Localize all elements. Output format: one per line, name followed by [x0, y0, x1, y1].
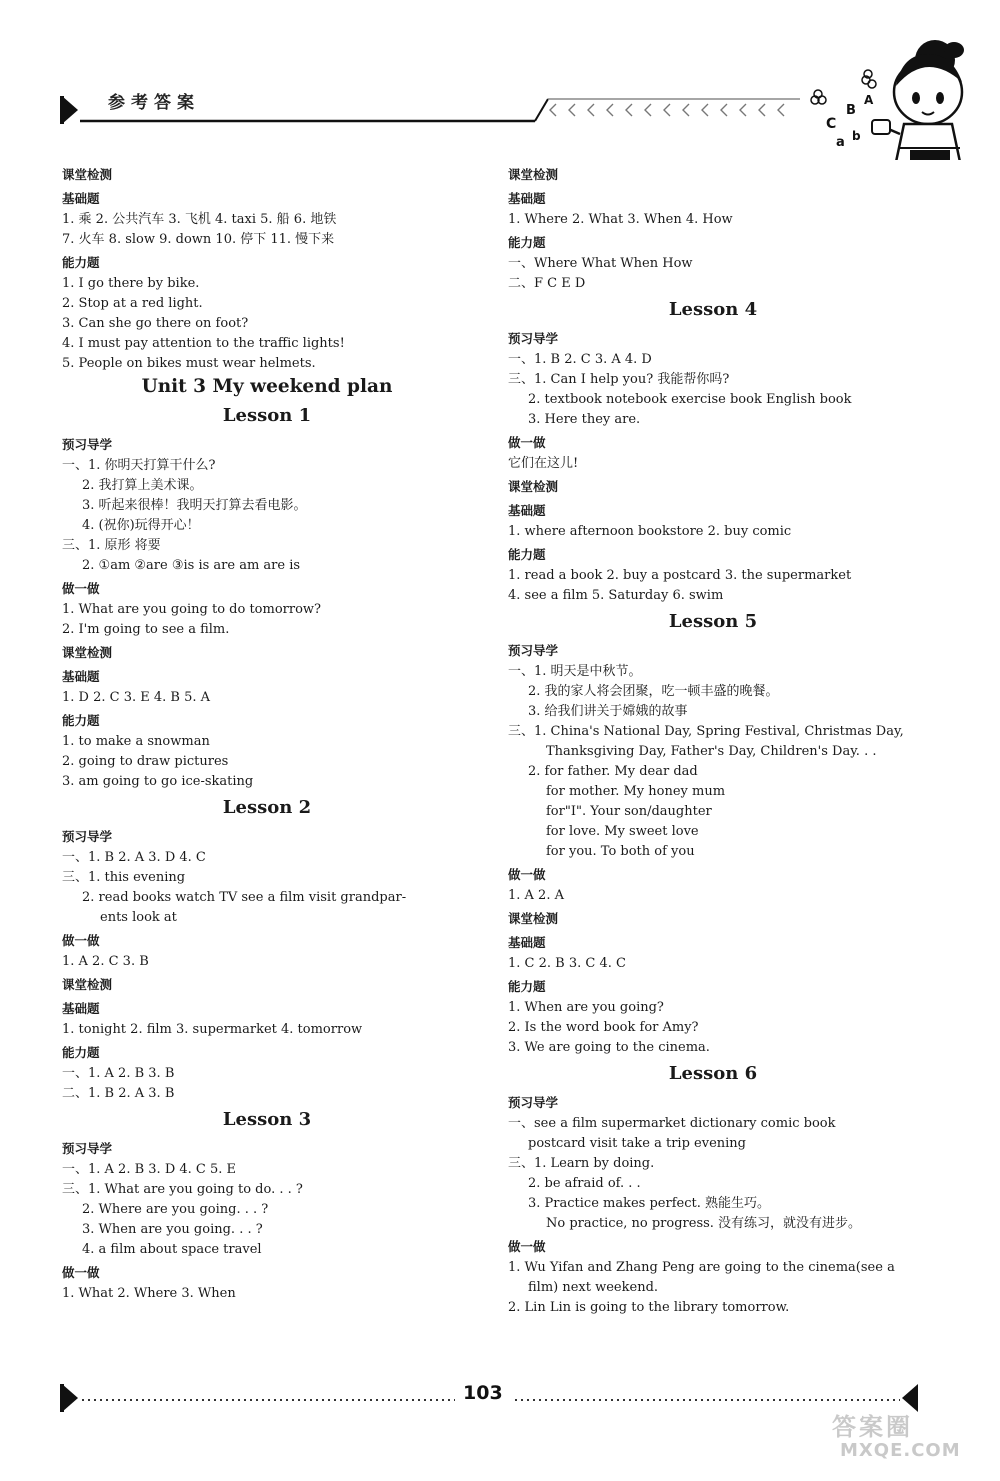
section-heading: 预习导学: [508, 331, 559, 346]
answer-line: 一、Where What When How: [508, 256, 693, 271]
answer-line: 4. (祝你)玩得开心！: [82, 518, 200, 533]
answer-line: 2. ①am ②are ③is is are am are is: [82, 558, 301, 573]
answer-line: 1. What 2. Where 3. When: [62, 1286, 236, 1301]
svg-text:A: A: [864, 93, 874, 107]
section-heading: 做一做: [62, 1265, 100, 1280]
answer-line: 1. 乘 2. 公共汽车 3. 飞机 4. taxi 5. 船 6. 地铁: [62, 212, 337, 227]
answer-line: for you. To both of you: [546, 844, 695, 859]
answer-line: 2. textbook notebook exercise book English book: [528, 392, 852, 407]
answer-line: 1. to make a snowman: [62, 734, 210, 749]
section-heading: 基础题: [508, 935, 546, 950]
section-heading: 课堂检测: [62, 645, 113, 660]
section-heading: 基础题: [62, 669, 100, 684]
unit-title: Unit 3 My weekend plan: [141, 376, 393, 397]
answer-line: 3. am going to go ice-skating: [62, 774, 254, 789]
answer-line: 2. 我的家人将会团聚，吃一顿丰盛的晚餐。: [528, 684, 779, 699]
answer-line: 1. I go there by bike.: [62, 276, 200, 291]
section-heading: 课堂检测: [62, 977, 113, 992]
answer-line: 4. see a film 5. Saturday 6. swim: [508, 588, 724, 603]
answer-line: 三、1. Can I help you? 我能帮你吗?: [508, 372, 730, 387]
answer-line: 1. Where 2. What 3. When 4. How: [508, 212, 733, 227]
answer-line: 2. for father. My dear dad: [528, 764, 698, 779]
watermark-url: MXQE.COM: [840, 1440, 961, 1461]
answer-line: 3. When are you going. . . ?: [82, 1222, 263, 1237]
answer-line: 2. I'm going to see a film.: [62, 622, 230, 637]
answer-line: postcard visit take a trip evening: [528, 1136, 746, 1151]
answer-line: 三、1. this evening: [62, 870, 186, 885]
section-heading: 能力题: [508, 979, 546, 994]
section-heading: 做一做: [508, 1239, 546, 1254]
header-decoration: [0, 0, 1000, 160]
section-heading: 能力题: [508, 235, 546, 250]
section-heading: 基础题: [62, 1001, 100, 1016]
lesson-title: Lesson 1: [222, 405, 312, 426]
answer-line: 7. 火车 8. slow 9. down 10. 停下 11. 慢下来: [62, 232, 335, 247]
answer-line: 二、F C E D: [508, 276, 586, 291]
answer-line: 一、1. 你明天打算干什么?: [62, 458, 216, 473]
answer-line: 1. tonight 2. film 3. supermarket 4. tomorrow: [62, 1022, 363, 1037]
answer-line: 它们在这儿!: [508, 456, 579, 471]
section-heading: 做一做: [62, 933, 100, 948]
answer-line: 3. Practice makes perfect. 熟能生巧。: [528, 1196, 770, 1211]
abc-decoration-icon: [826, 93, 874, 150]
section-heading: 能力题: [508, 547, 546, 562]
svg-text:B: B: [846, 103, 856, 118]
watermark-logo: 答案圈: [832, 1413, 913, 1441]
section-heading: 能力题: [62, 713, 100, 728]
svg-text:a: a: [836, 135, 845, 150]
answer-line: 1. A 2. A: [508, 888, 564, 903]
answer-line: 2. Stop at a red light.: [62, 296, 203, 311]
answer-line: film) next weekend.: [528, 1280, 659, 1295]
answer-line: No practice, no progress. 没有练习，就没有进步。: [546, 1216, 862, 1231]
answer-line: 1. When are you going?: [508, 1000, 664, 1015]
answer-line: Thanksgiving Day, Father's Day, Children's Day. . .: [546, 744, 877, 759]
answer-line: 2. Lin Lin is going to the library tomorrow.: [508, 1300, 790, 1315]
answer-line: 2. be afraid of. . .: [528, 1176, 641, 1191]
section-heading: 能力题: [62, 1045, 100, 1060]
answer-line: for"I". Your son/daughter: [546, 804, 712, 819]
section-heading: 做一做: [508, 867, 546, 882]
section-heading: 课堂检测: [508, 479, 559, 494]
section-heading: 基础题: [508, 503, 546, 518]
answer-line: 3. We are going to the cinema.: [508, 1040, 710, 1055]
answer-line: 1. What are you going to do tomorrow?: [62, 602, 321, 617]
section-heading: 课堂检测: [62, 167, 113, 182]
answer-line: 2. going to draw pictures: [62, 754, 229, 769]
section-heading: 做一做: [508, 435, 546, 450]
answer-line: 4. I must pay attention to the traffic lights!: [62, 336, 345, 351]
answer-line: 二、1. B 2. A 3. B: [62, 1086, 175, 1101]
answer-line: 一、see a film supermarket dictionary comic book: [508, 1116, 836, 1131]
answer-line: 3. Can she go there on foot?: [62, 316, 249, 331]
answer-line: 4. a film about space travel: [82, 1242, 262, 1257]
lesson-title: Lesson 3: [222, 1109, 312, 1130]
answer-line: for mother. My honey mum: [546, 784, 726, 799]
section-heading: 预习导学: [62, 1141, 113, 1156]
answer-line: 3. 给我们讲关于嫦娥的故事: [528, 704, 688, 719]
answer-line: 三、1. Learn by doing.: [508, 1156, 655, 1171]
answer-line: ents look at: [100, 910, 177, 925]
section-heading: 预习导学: [508, 1095, 559, 1110]
answer-line: 2. 我打算上美术课。: [82, 478, 203, 493]
section-heading: 基础题: [508, 191, 546, 206]
section-heading: 能力题: [62, 255, 100, 270]
svg-text:C: C: [826, 116, 837, 132]
answer-line: 1. A 2. C 3. B: [62, 954, 149, 969]
lesson-title: Lesson 4: [668, 299, 758, 320]
header-title: 参考答案: [108, 93, 200, 113]
answer-line: 三、1. What are you going to do. . . ?: [62, 1182, 303, 1197]
section-heading: 课堂检测: [508, 911, 559, 926]
section-heading: 预习导学: [508, 643, 559, 658]
section-heading: 做一做: [62, 581, 100, 596]
answer-line: 一、1. B 2. A 3. D 4. C: [62, 850, 206, 865]
lesson-title: Lesson 2: [222, 797, 312, 818]
cartoon-girl-icon: [872, 40, 964, 160]
svg-text:b: b: [852, 129, 861, 143]
answer-line: 2. read books watch TV see a film visit grandpar-: [82, 890, 407, 905]
answer-line: 一、1. A 2. B 3. D 4. C 5. E: [62, 1162, 237, 1177]
answer-line: 1. where afternoon bookstore 2. buy comic: [508, 524, 792, 539]
page-header: [0, 0, 1000, 160]
left-column: [62, 162, 482, 1304]
section-heading: 基础题: [62, 191, 100, 206]
page-number: 103: [463, 1382, 503, 1404]
answer-line: 5. People on bikes must wear helmets.: [62, 356, 316, 371]
answer-line: 三、1. China's National Day, Spring Festival, Christmas Day,: [508, 724, 904, 739]
answer-line: 3. Here they are.: [528, 412, 641, 427]
answer-line: 一、1. 明天是中秋节。: [508, 664, 642, 679]
answer-line: 一、1. B 2. C 3. A 4. D: [508, 352, 652, 367]
answer-line: for love. My sweet love: [546, 824, 699, 839]
answer-line: 1. read a book 2. buy a postcard 3. the supermarket: [508, 568, 852, 583]
answer-line: 三、1. 原形 将要: [62, 538, 161, 553]
answer-line: 3. 听起来很棒！我明天打算去看电影。: [82, 498, 307, 513]
lesson-title: Lesson 6: [668, 1063, 758, 1084]
right-column: [508, 162, 928, 1318]
section-heading: 预习导学: [62, 437, 113, 452]
answer-line: 2. Where are you going. . . ?: [82, 1202, 269, 1217]
lesson-title: Lesson 5: [668, 611, 758, 632]
answer-line: 1. D 2. C 3. E 4. B 5. A: [62, 690, 211, 705]
answer-line: 2. Is the word book for Amy?: [508, 1020, 699, 1035]
answer-line: 1. Wu Yifan and Zhang Peng are going to the cinema(see a: [508, 1260, 895, 1275]
section-heading: 课堂检测: [508, 167, 559, 182]
answer-line: 1. C 2. B 3. C 4. C: [508, 956, 626, 971]
answer-line: 一、1. A 2. B 3. B: [62, 1066, 175, 1081]
section-heading: 预习导学: [62, 829, 113, 844]
